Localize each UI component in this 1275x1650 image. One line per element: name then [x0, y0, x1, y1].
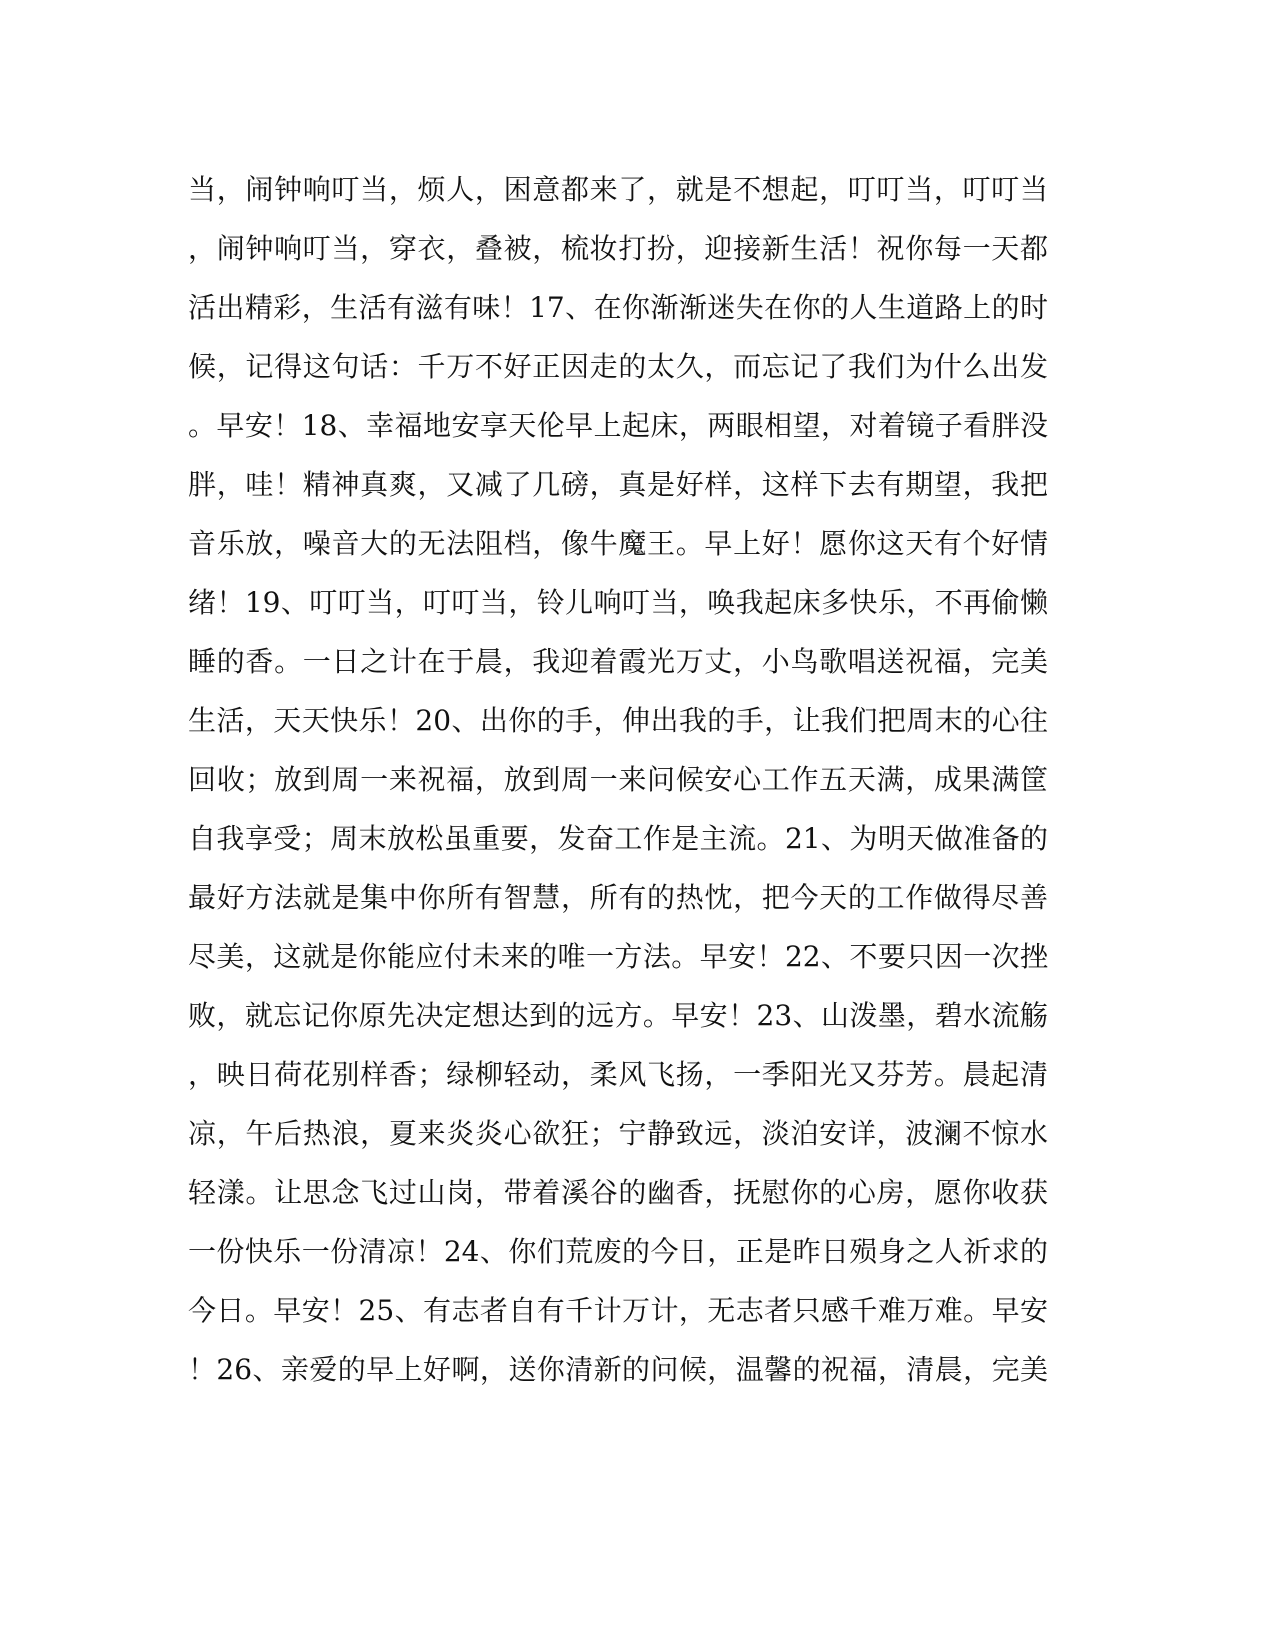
text-line: 胖，哇！精神真爽，又减了几磅，真是好样，这样下去有期望，我把 [188, 468, 1048, 501]
text-line: 今日。早安！25、有志者自有千计万计，无志者只感千难万难。早安 [188, 1294, 1048, 1327]
text-line: 睡的香。一日之计在于晨，我迎着霞光万丈，小鸟歌唱送祝福，完美 [188, 645, 1048, 678]
text-line: 败，就忘记你原先决定想达到的远方。早安！23、山泼墨，碧水流觞 [188, 999, 1048, 1032]
text-line: 自我享受；周末放松虽重要，发奋工作是主流。21、为明天做准备的 [188, 822, 1048, 855]
text-line: 凉，午后热浪，夏来炎炎心欲狂；宁静致远，淡泊安详，波澜不惊水 [188, 1117, 1048, 1150]
text-line: 。早安！18、幸福地安享天伦早上起床，两眼相望，对着镜子看胖没 [188, 409, 1048, 442]
text-line: 音乐放，噪音大的无法阻档，像牛魔王。早上好！愿你这天有个好情 [188, 527, 1048, 560]
text-line: ，闹钟响叮当，穿衣，叠被，梳妆打扮，迎接新生活！祝你每一天都 [188, 232, 1048, 265]
text-line: 候，记得这句话：千万不好正因走的太久，而忘记了我们为什么出发 [188, 350, 1048, 383]
text-line: 尽美，这就是你能应付未来的唯一方法。早安！22、不要只因一次挫 [188, 940, 1048, 973]
text-line: 回收；放到周一来祝福，放到周一来问候安心工作五天满，成果满筐 [188, 763, 1048, 796]
text-line: 生活，天天快乐！20、出你的手，伸出我的手，让我们把周末的心往 [188, 704, 1048, 737]
text-line: 当，闹钟响叮当，烦人，困意都来了，就是不想起，叮叮当，叮叮当 [188, 173, 1048, 206]
text-line: 一份快乐一份清凉！24、你们荒废的今日，正是昨日殒身之人祈求的 [188, 1235, 1048, 1268]
text-line: ，映日荷花别样香；绿柳轻动，柔风飞扬，一季阳光又芬芳。晨起清 [188, 1058, 1048, 1091]
text-line: 活出精彩，生活有滋有味！17、在你渐渐迷失在你的人生道路上的时 [188, 291, 1048, 324]
text-line: 最好方法就是集中你所有智慧，所有的热忱，把今天的工作做得尽善 [188, 881, 1048, 914]
body-text [188, 160, 1048, 1399]
text-line: 轻漾。让思念飞过山岗，带着溪谷的幽香，抚慰你的心房，愿你收获 [188, 1176, 1048, 1209]
text-line: ！26、亲爱的早上好啊，送你清新的问候，温馨的祝福，清晨，完美 [188, 1353, 1048, 1386]
text-line: 绪！19、叮叮当，叮叮当，铃儿响叮当，唤我起床多快乐，不再偷懒 [188, 586, 1048, 619]
